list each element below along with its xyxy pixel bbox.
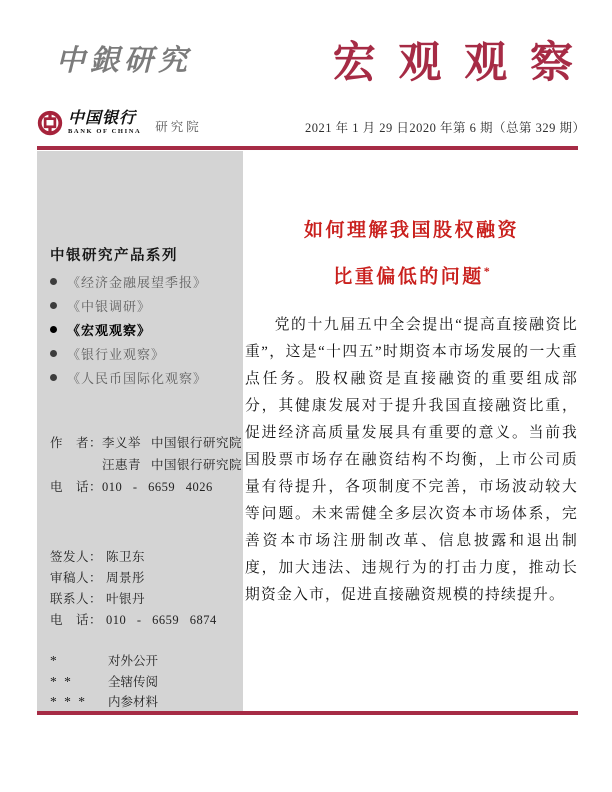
author-label: 作 者： xyxy=(50,436,103,450)
bank-of-china-emblem-icon xyxy=(37,110,63,136)
bullet-icon xyxy=(50,326,57,333)
issue-date-row xyxy=(305,118,586,136)
author-row xyxy=(50,432,242,454)
author-phone-row xyxy=(50,476,242,498)
series-heading: 中银研究产品系列 xyxy=(50,248,178,264)
author-label-spacer xyxy=(50,454,102,476)
series-item-label: 《银行业观察》 xyxy=(67,346,166,362)
legend-mark: * * * xyxy=(50,694,87,709)
bank-logo-names xyxy=(68,111,141,136)
series-item-label: 《人民币国际化观察》 xyxy=(67,370,208,386)
issue-number: 2020 年第 6 期（总第 329 期） xyxy=(409,121,586,135)
series-item xyxy=(50,293,207,317)
contact-label: 审稿人： xyxy=(50,571,103,585)
brand-calligraphy-logo: 中銀研究 xyxy=(56,43,193,77)
bullet-icon xyxy=(50,374,57,381)
contact-label: 电 话： xyxy=(50,613,103,627)
phone-label: 电 话： xyxy=(50,480,103,494)
contact-value: 陈卫东 xyxy=(106,550,146,564)
series-item xyxy=(50,365,207,389)
legend-label: 内参材料 xyxy=(108,695,159,709)
title-footnote-mark: * xyxy=(483,264,490,278)
contact-row xyxy=(50,589,217,610)
series-item-label: 《宏观观察》 xyxy=(67,322,152,338)
contact-label: 签发人： xyxy=(50,550,103,564)
series-item-label: 《中银调研》 xyxy=(67,298,152,314)
contact-value: 叶银丹 xyxy=(106,592,146,606)
author-row xyxy=(50,454,242,476)
classification-legend xyxy=(50,651,158,713)
contact-row xyxy=(50,547,217,568)
legend-label: 对外公开 xyxy=(108,654,159,668)
author-org: 中国银行研究院 xyxy=(151,436,243,450)
authors-block xyxy=(50,432,242,498)
bank-name-cn: 中国银行 xyxy=(68,109,137,127)
series-list xyxy=(50,269,207,389)
legend-row xyxy=(50,692,158,713)
article-main xyxy=(245,211,578,609)
publication-date: 2021 年 1 月 29 日 xyxy=(305,121,410,135)
legend-mark: * xyxy=(50,653,59,668)
article-title-line1: 如何理解我国股权融资 xyxy=(303,220,519,241)
series-item xyxy=(50,341,207,365)
legend-row xyxy=(50,672,158,693)
article-abstract: 党的十九届五中全会提出“提高直接融资比重”，这是“十四五”时期资本市场发展的一大重点任务。股权融资是直接融资的重要组成部分，其健康发展对于提升我国直接融资比重，促进经济高质量发展具有重要的意义。当前我国股票市场存在融资结构不均衡，上市公司质量有待提升，各项制度不完善，市场波动较大等问题。未来需健全多层次资本市场体系，完善资本市场注册制改革、信息披露和退出制度，加大违法、违规行为的打击力度，推动长期资金入市，促进直接融资规模的持续提升。 xyxy=(245,317,578,604)
publication-masthead-title: 宏 观 观 察 xyxy=(332,40,579,87)
series-item-label: 《经济金融展望季报》 xyxy=(67,274,208,290)
contact-label: 联系人： xyxy=(50,592,103,606)
author-name: 李义举 xyxy=(102,436,142,450)
bullet-icon xyxy=(50,278,57,285)
bank-department: 研究院 xyxy=(155,120,202,134)
series-item xyxy=(50,269,207,293)
series-item-current xyxy=(50,317,207,341)
contact-value: 010 - 6659 6874 xyxy=(106,613,217,627)
legend-row xyxy=(50,651,158,672)
article-title-line2: 比重偏低的问题* xyxy=(333,264,490,288)
legend-mark: * * xyxy=(50,673,73,689)
contact-value: 周景彤 xyxy=(106,571,146,585)
bottom-divider-rule xyxy=(37,711,578,715)
top-divider-rule xyxy=(37,146,578,150)
contacts-block xyxy=(50,547,217,631)
contact-row xyxy=(50,568,217,589)
bank-name-en: BANK OF CHINA xyxy=(68,127,142,135)
sidebar xyxy=(37,151,243,711)
author-name: 汪惠青 xyxy=(102,458,142,472)
contact-phone-row xyxy=(50,610,217,631)
bullet-icon xyxy=(50,302,57,309)
phone-number: 010 - 6659 4026 xyxy=(102,480,213,494)
author-org: 中国银行研究院 xyxy=(151,458,243,472)
bullet-icon xyxy=(50,350,57,357)
legend-label: 全辖传阅 xyxy=(108,674,159,689)
bank-logo-row xyxy=(37,110,202,136)
article-title xyxy=(245,211,578,297)
